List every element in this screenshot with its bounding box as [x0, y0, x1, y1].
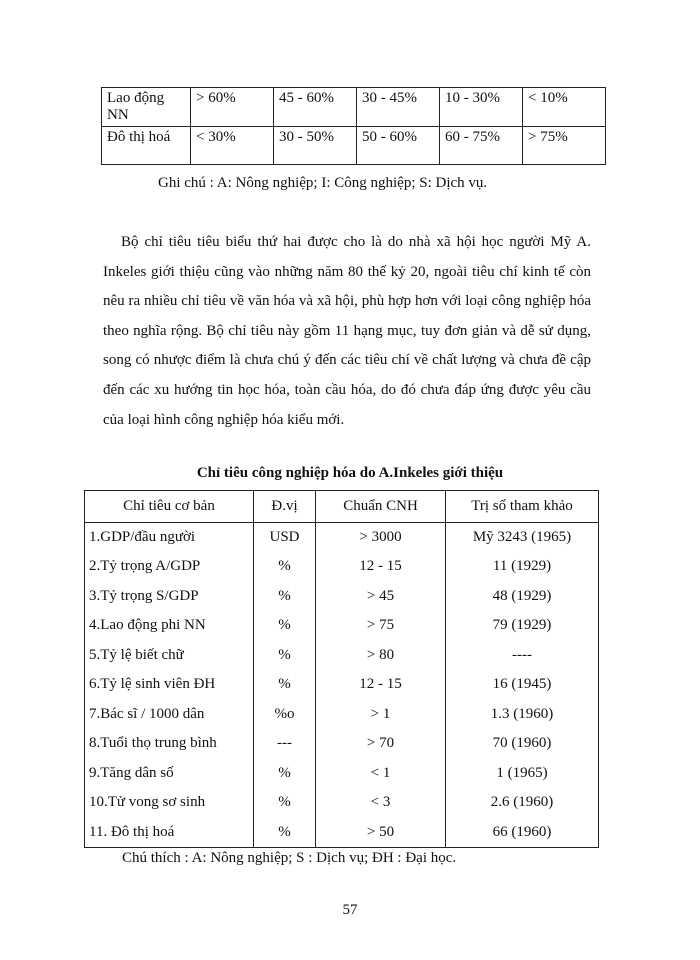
reference-cell: 48 (1929) [446, 582, 599, 612]
unit-cell: % [254, 582, 316, 612]
table-cell: < 10% [523, 88, 606, 127]
criterion-cell: 10.Tử vong sơ sinh [85, 788, 254, 818]
standard-cell: > 80 [316, 641, 446, 671]
reference-cell: 70 (1960) [446, 729, 599, 759]
table-row [85, 670, 599, 700]
reference-cell: 1.3 (1960) [446, 700, 599, 730]
table-row [85, 729, 599, 759]
criterion-cell: 1.GDP/đầu người [85, 523, 254, 553]
industrialization-criteria-table-fragment [101, 87, 606, 165]
unit-cell: % [254, 818, 316, 848]
unit-cell: % [254, 759, 316, 789]
criterion-cell: 8.Tuổi thọ trung bình [85, 729, 254, 759]
standard-cell: 12 - 15 [316, 670, 446, 700]
body-paragraph [103, 228, 591, 435]
table-cell: 30 - 45% [357, 88, 440, 127]
header-unit: Đ.vị [254, 491, 316, 523]
table-cell: 60 - 75% [440, 127, 523, 165]
table-row [85, 759, 599, 789]
table-row [85, 818, 599, 848]
reference-cell: 2.6 (1960) [446, 788, 599, 818]
reference-cell: 1 (1965) [446, 759, 599, 789]
header-reference: Trị số tham khảo [446, 491, 599, 523]
standard-cell: < 3 [316, 788, 446, 818]
reference-cell: 66 (1960) [446, 818, 599, 848]
table-row [85, 700, 599, 730]
row-label: Đô thị hoá [102, 127, 191, 165]
reference-cell: 79 (1929) [446, 611, 599, 641]
header-criterion: Chỉ tiêu cơ bản [85, 491, 254, 523]
unit-cell: % [254, 611, 316, 641]
criterion-cell: 2.Tỷ trọng A/GDP [85, 552, 254, 582]
unit-cell: USD [254, 523, 316, 553]
criterion-cell: 5.Tỷ lệ biết chữ [85, 641, 254, 671]
standard-cell: > 45 [316, 582, 446, 612]
table-note-bottom: Chú thích : A: Nông nghiệp; S : Dịch vụ; ĐH : Đại học. [122, 850, 457, 866]
table-cell: > 75% [523, 127, 606, 165]
table-cell: 30 - 50% [274, 127, 357, 165]
table-note-top: Ghi chú : A: Nông nghiệp; I: Công nghiệp; S: Dịch vụ. [158, 175, 488, 191]
inkeles-criteria-table [84, 490, 599, 848]
unit-cell: % [254, 670, 316, 700]
row-label: Lao động NN [102, 88, 191, 127]
criterion-cell: 3.Tỷ trọng S/GDP [85, 582, 254, 612]
unit-cell: % [254, 788, 316, 818]
table-row [85, 788, 599, 818]
criterion-cell: 4.Lao động phi NN [85, 611, 254, 641]
standard-cell: > 1 [316, 700, 446, 730]
criterion-cell: 9.Tăng dân số [85, 759, 254, 789]
standard-cell: 12 - 15 [316, 552, 446, 582]
table-cell: > 60% [191, 88, 274, 127]
unit-cell: % [254, 641, 316, 671]
page-number: 57 [342, 902, 358, 918]
criterion-cell: 7.Bác sĩ / 1000 dân [85, 700, 254, 730]
table-header-row [85, 491, 599, 523]
reference-cell: ---- [446, 641, 599, 671]
table-cell: 10 - 30% [440, 88, 523, 127]
reference-cell: 11 (1929) [446, 552, 599, 582]
reference-cell: Mỹ 3243 (1965) [446, 523, 599, 553]
paragraph-text: Bộ chỉ tiêu tiêu biểu thứ hai được cho là do nhà xã hội học người Mỹ A. Inkeles giới thiệu cũng vào những năm 80 thế kỷ 20, ngoài tiêu chí kinh tế còn nêu ra nhiều chỉ tiêu về văn hóa và xã hội, phù hợp hơn với loại công nghiệp hóa theo nghĩa rộng. Bộ chỉ tiêu này gồm 11 hạng mục, tuy đơn giản và dễ sử dụng, song có nhược điểm là chưa chú ý đến các tiêu chí về chất lượng và chưa đề cập đến các xu hướng tin học hóa, toàn cầu hóa, do đó chưa đáp ứng được yêu cầu của loại hình công nghiệp hóa kiểu mới. [103, 234, 591, 428]
table-row [85, 582, 599, 612]
standard-cell: > 70 [316, 729, 446, 759]
table-row [85, 611, 599, 641]
standard-cell: > 50 [316, 818, 446, 848]
standard-cell: > 3000 [316, 523, 446, 553]
table-cell: 45 - 60% [274, 88, 357, 127]
unit-cell: %o [254, 700, 316, 730]
table-cell: 50 - 60% [357, 127, 440, 165]
table-row [102, 127, 606, 165]
unit-cell: --- [254, 729, 316, 759]
table-row [85, 641, 599, 671]
unit-cell: % [254, 552, 316, 582]
table-row [85, 552, 599, 582]
table-title: Chỉ tiêu công nghiệp hóa do A.Inkeles giới thiệu [196, 465, 504, 481]
standard-cell: < 1 [316, 759, 446, 789]
table-row [102, 88, 606, 127]
criterion-cell: 11. Đô thị hoá [85, 818, 254, 848]
criterion-cell: 6.Tỷ lệ sinh viên ĐH [85, 670, 254, 700]
table-row [85, 523, 599, 553]
standard-cell: > 75 [316, 611, 446, 641]
table-cell: < 30% [191, 127, 274, 165]
header-standard: Chuẩn CNH [316, 491, 446, 523]
reference-cell: 16 (1945) [446, 670, 599, 700]
